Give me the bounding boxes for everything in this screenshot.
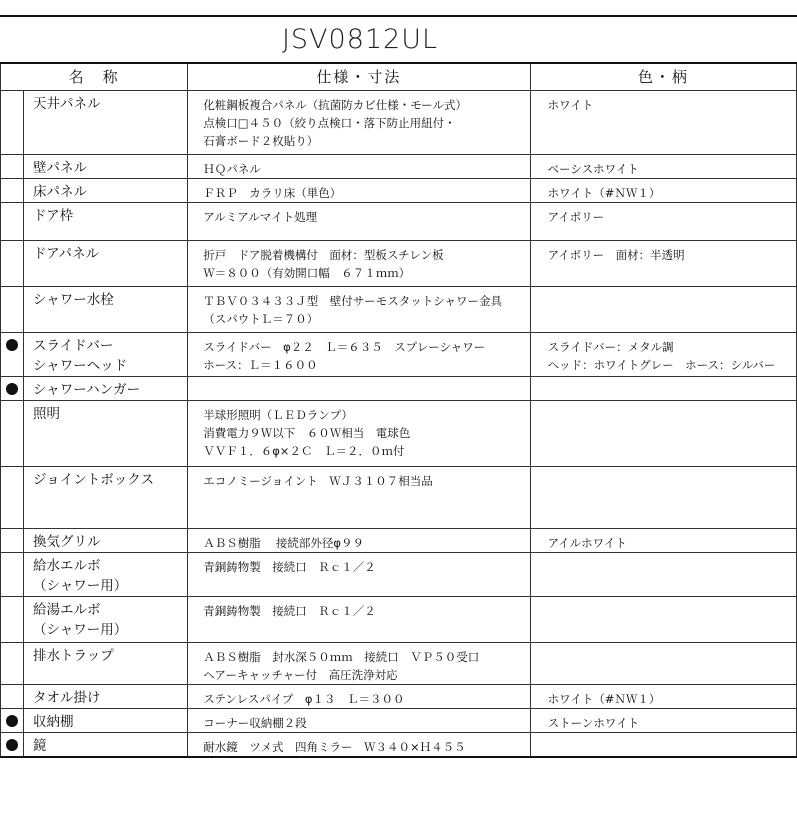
name-cell <box>24 685 188 709</box>
item-spec: ステンレスパイプ φ１３ Ｌ＝３００ <box>203 692 405 706</box>
item-spec: ＡＢＳ樹脂 接続部外径φ９９ <box>203 536 364 550</box>
item-name: ドア枠 <box>33 208 74 224</box>
item-spec: コーナー収納棚２段 <box>203 716 307 730</box>
spec-cell <box>188 597 530 643</box>
name-cell <box>24 91 188 155</box>
name-cell <box>24 377 188 401</box>
spec-cell <box>188 401 530 467</box>
mark-cell <box>1 241 24 287</box>
item-color <box>531 553 796 558</box>
name-cell <box>24 597 188 643</box>
item-color: ホワイト（#ＮＷ１） <box>547 692 661 706</box>
color-cell <box>530 179 796 203</box>
item-color <box>531 733 796 738</box>
mark-cell <box>1 643 24 685</box>
model-title: JSV0812UL <box>281 24 439 55</box>
item-name: 照明 <box>33 406 61 422</box>
table-row <box>1 733 797 758</box>
color-cell <box>530 467 796 529</box>
color-cell <box>530 333 796 377</box>
spec-table <box>0 62 797 758</box>
name-cell <box>24 553 188 597</box>
table-row <box>1 179 797 203</box>
mark-cell <box>1 467 24 529</box>
item-name: タオル掛け <box>33 690 101 706</box>
spec-cell <box>188 287 530 333</box>
item-name: 収納棚 <box>33 714 74 730</box>
color-cell <box>530 287 796 333</box>
mark-cell <box>1 597 24 643</box>
item-spec: アルミアルマイト処理 <box>203 210 318 224</box>
item-spec: 耐水鏡 ツメ式 四角ミラー Ｗ３４０×Ｈ４５５ <box>203 740 466 754</box>
name-cell <box>24 529 188 553</box>
header-spec: 仕様・寸法 <box>188 63 530 91</box>
item-name: シャワーハンガー <box>33 382 141 398</box>
item-spec: ＦＲＰ カラリ床（単色） <box>203 186 342 200</box>
spec-cell <box>188 467 530 529</box>
mark-cell <box>1 155 24 179</box>
name-cell <box>24 709 188 733</box>
table-row <box>1 401 797 467</box>
bullet-dot-icon <box>6 739 18 751</box>
item-name: ジョイントボックス <box>33 472 155 488</box>
item-name: ドアパネル <box>33 246 100 262</box>
name-cell <box>24 287 188 333</box>
color-cell <box>530 685 796 709</box>
table-row <box>1 203 797 241</box>
item-color: ストーンホワイト <box>547 716 640 730</box>
mark-cell <box>1 733 24 758</box>
table-row <box>1 333 797 377</box>
table-row <box>1 287 797 333</box>
item-spec: ＴＢＶ０３４３３Ｊ型 壁付サーモスタットシャワー金具 （スパウトＬ＝７０） <box>203 294 502 326</box>
table-row <box>1 553 797 597</box>
spec-cell <box>188 203 530 241</box>
spec-cell <box>188 91 530 155</box>
name-cell <box>24 733 188 758</box>
header-row <box>1 63 797 91</box>
item-name: 壁パネル <box>33 160 88 176</box>
name-cell <box>24 241 188 287</box>
item-color <box>531 401 796 406</box>
color-cell <box>530 733 796 758</box>
mark-cell <box>1 401 24 467</box>
table-row <box>1 241 797 287</box>
item-spec: 半球形照明（ＬＥＤランプ） 消費電力９Ｗ以下 ６０Ｗ相当 電球色 ＶＶＦ１．６φ×２Ｃ Ｌ＝２．０ｍ付 <box>203 408 411 458</box>
bullet-dot-icon <box>6 383 18 395</box>
table-row <box>1 155 797 179</box>
header-color: 色・柄 <box>530 63 796 91</box>
item-color <box>531 377 796 382</box>
item-color <box>531 597 796 602</box>
item-spec: 青銅鋳物製 接続口 Ｒｃ１／２ <box>203 560 376 574</box>
item-name: 給湯エルボ （シャワー用） <box>33 602 128 638</box>
item-spec: スライドバー φ２２ Ｌ＝６３５ スプレーシャワー ホース：Ｌ＝１６００ <box>203 340 486 372</box>
item-color <box>531 287 796 292</box>
top-rule <box>0 15 797 17</box>
mark-cell <box>1 179 24 203</box>
item-name: 床パネル <box>33 184 88 200</box>
bullet-dot-icon <box>6 339 18 351</box>
spec-cell <box>188 529 530 553</box>
item-spec: エコノミージョイント ＷＪ３１０７相当品 <box>203 474 433 488</box>
spec-cell <box>188 643 530 685</box>
mark-cell <box>1 709 24 733</box>
color-cell <box>530 597 796 643</box>
color-cell <box>530 529 796 553</box>
spec-cell <box>188 155 530 179</box>
item-spec: ＡＢＳ樹脂 封水深５０ｍｍ 接続口 ＶＰ５０受口 ヘアーキャッチャー付 高圧洗浄対応 <box>203 650 480 682</box>
color-cell <box>530 203 796 241</box>
item-spec <box>188 377 529 382</box>
spec-cell <box>188 241 530 287</box>
table-row <box>1 709 797 733</box>
item-name: 天井パネル <box>33 96 101 112</box>
item-color: ベーシスホワイト <box>547 162 639 176</box>
spec-cell <box>188 553 530 597</box>
table-row <box>1 597 797 643</box>
spec-cell <box>188 377 530 401</box>
item-color: アイルホワイト <box>547 536 627 550</box>
mark-cell <box>1 377 24 401</box>
color-cell <box>530 401 796 467</box>
spec-cell <box>188 733 530 758</box>
name-cell <box>24 401 188 467</box>
mark-cell <box>1 203 24 241</box>
mark-cell <box>1 529 24 553</box>
color-cell <box>530 241 796 287</box>
item-name: 鏡 <box>33 738 47 754</box>
name-cell <box>24 643 188 685</box>
item-spec: ＨＱパネル <box>203 162 261 176</box>
mark-cell <box>1 91 24 155</box>
item-name: 換気グリル <box>33 534 101 550</box>
name-cell <box>24 203 188 241</box>
item-color: アイボリー <box>547 210 605 224</box>
table-row <box>1 91 797 155</box>
item-name: 排水トラップ <box>33 648 114 664</box>
item-spec: 青銅鋳物製 接続口 Ｒｃ１／２ <box>203 604 376 618</box>
name-cell <box>24 179 188 203</box>
table-row <box>1 529 797 553</box>
mark-cell <box>1 685 24 709</box>
item-spec: 化粧鋼板複合パネル（抗菌防カビ仕様・モール式） 点検口□４５０（絞り点検口・落下防止用紐付・ 石膏ボード２枚貼り） <box>203 98 468 148</box>
color-cell <box>530 553 796 597</box>
color-cell <box>530 643 796 685</box>
mark-cell <box>1 333 24 377</box>
item-color: ホワイト <box>547 98 594 112</box>
item-color: ホワイト（#ＮＷ１） <box>547 186 661 200</box>
color-cell <box>530 377 796 401</box>
item-color <box>531 467 796 472</box>
color-cell <box>530 709 796 733</box>
item-spec: 折戸 ドア脱着機構付 面材：型板スチレン板 Ｗ＝８００（有効開口幅 ６７１ｍｍ） <box>203 248 444 280</box>
spec-cell <box>188 179 530 203</box>
item-color: アイボリー 面材：半透明 <box>547 248 685 262</box>
table-row <box>1 377 797 401</box>
bullet-dot-icon <box>6 715 18 727</box>
table-row <box>1 643 797 685</box>
item-name: スライドバー シャワーヘッド <box>33 338 128 374</box>
header-name: 名 称 <box>1 63 188 91</box>
table-row <box>1 467 797 529</box>
name-cell <box>24 467 188 529</box>
item-color: スライドバー：メタル調 ヘッド：ホワイトグレー ホース：シルバー <box>547 340 776 372</box>
item-name: シャワー水栓 <box>33 292 114 308</box>
spec-cell <box>188 333 530 377</box>
mark-cell <box>1 287 24 333</box>
color-cell <box>530 155 796 179</box>
item-name: 給水エルボ （シャワー用） <box>33 558 128 594</box>
mark-cell <box>1 553 24 597</box>
name-cell <box>24 333 188 377</box>
color-cell <box>530 91 796 155</box>
spec-cell <box>188 685 530 709</box>
name-cell <box>24 155 188 179</box>
table-row <box>1 685 797 709</box>
item-color <box>531 643 796 648</box>
spec-cell <box>188 709 530 733</box>
